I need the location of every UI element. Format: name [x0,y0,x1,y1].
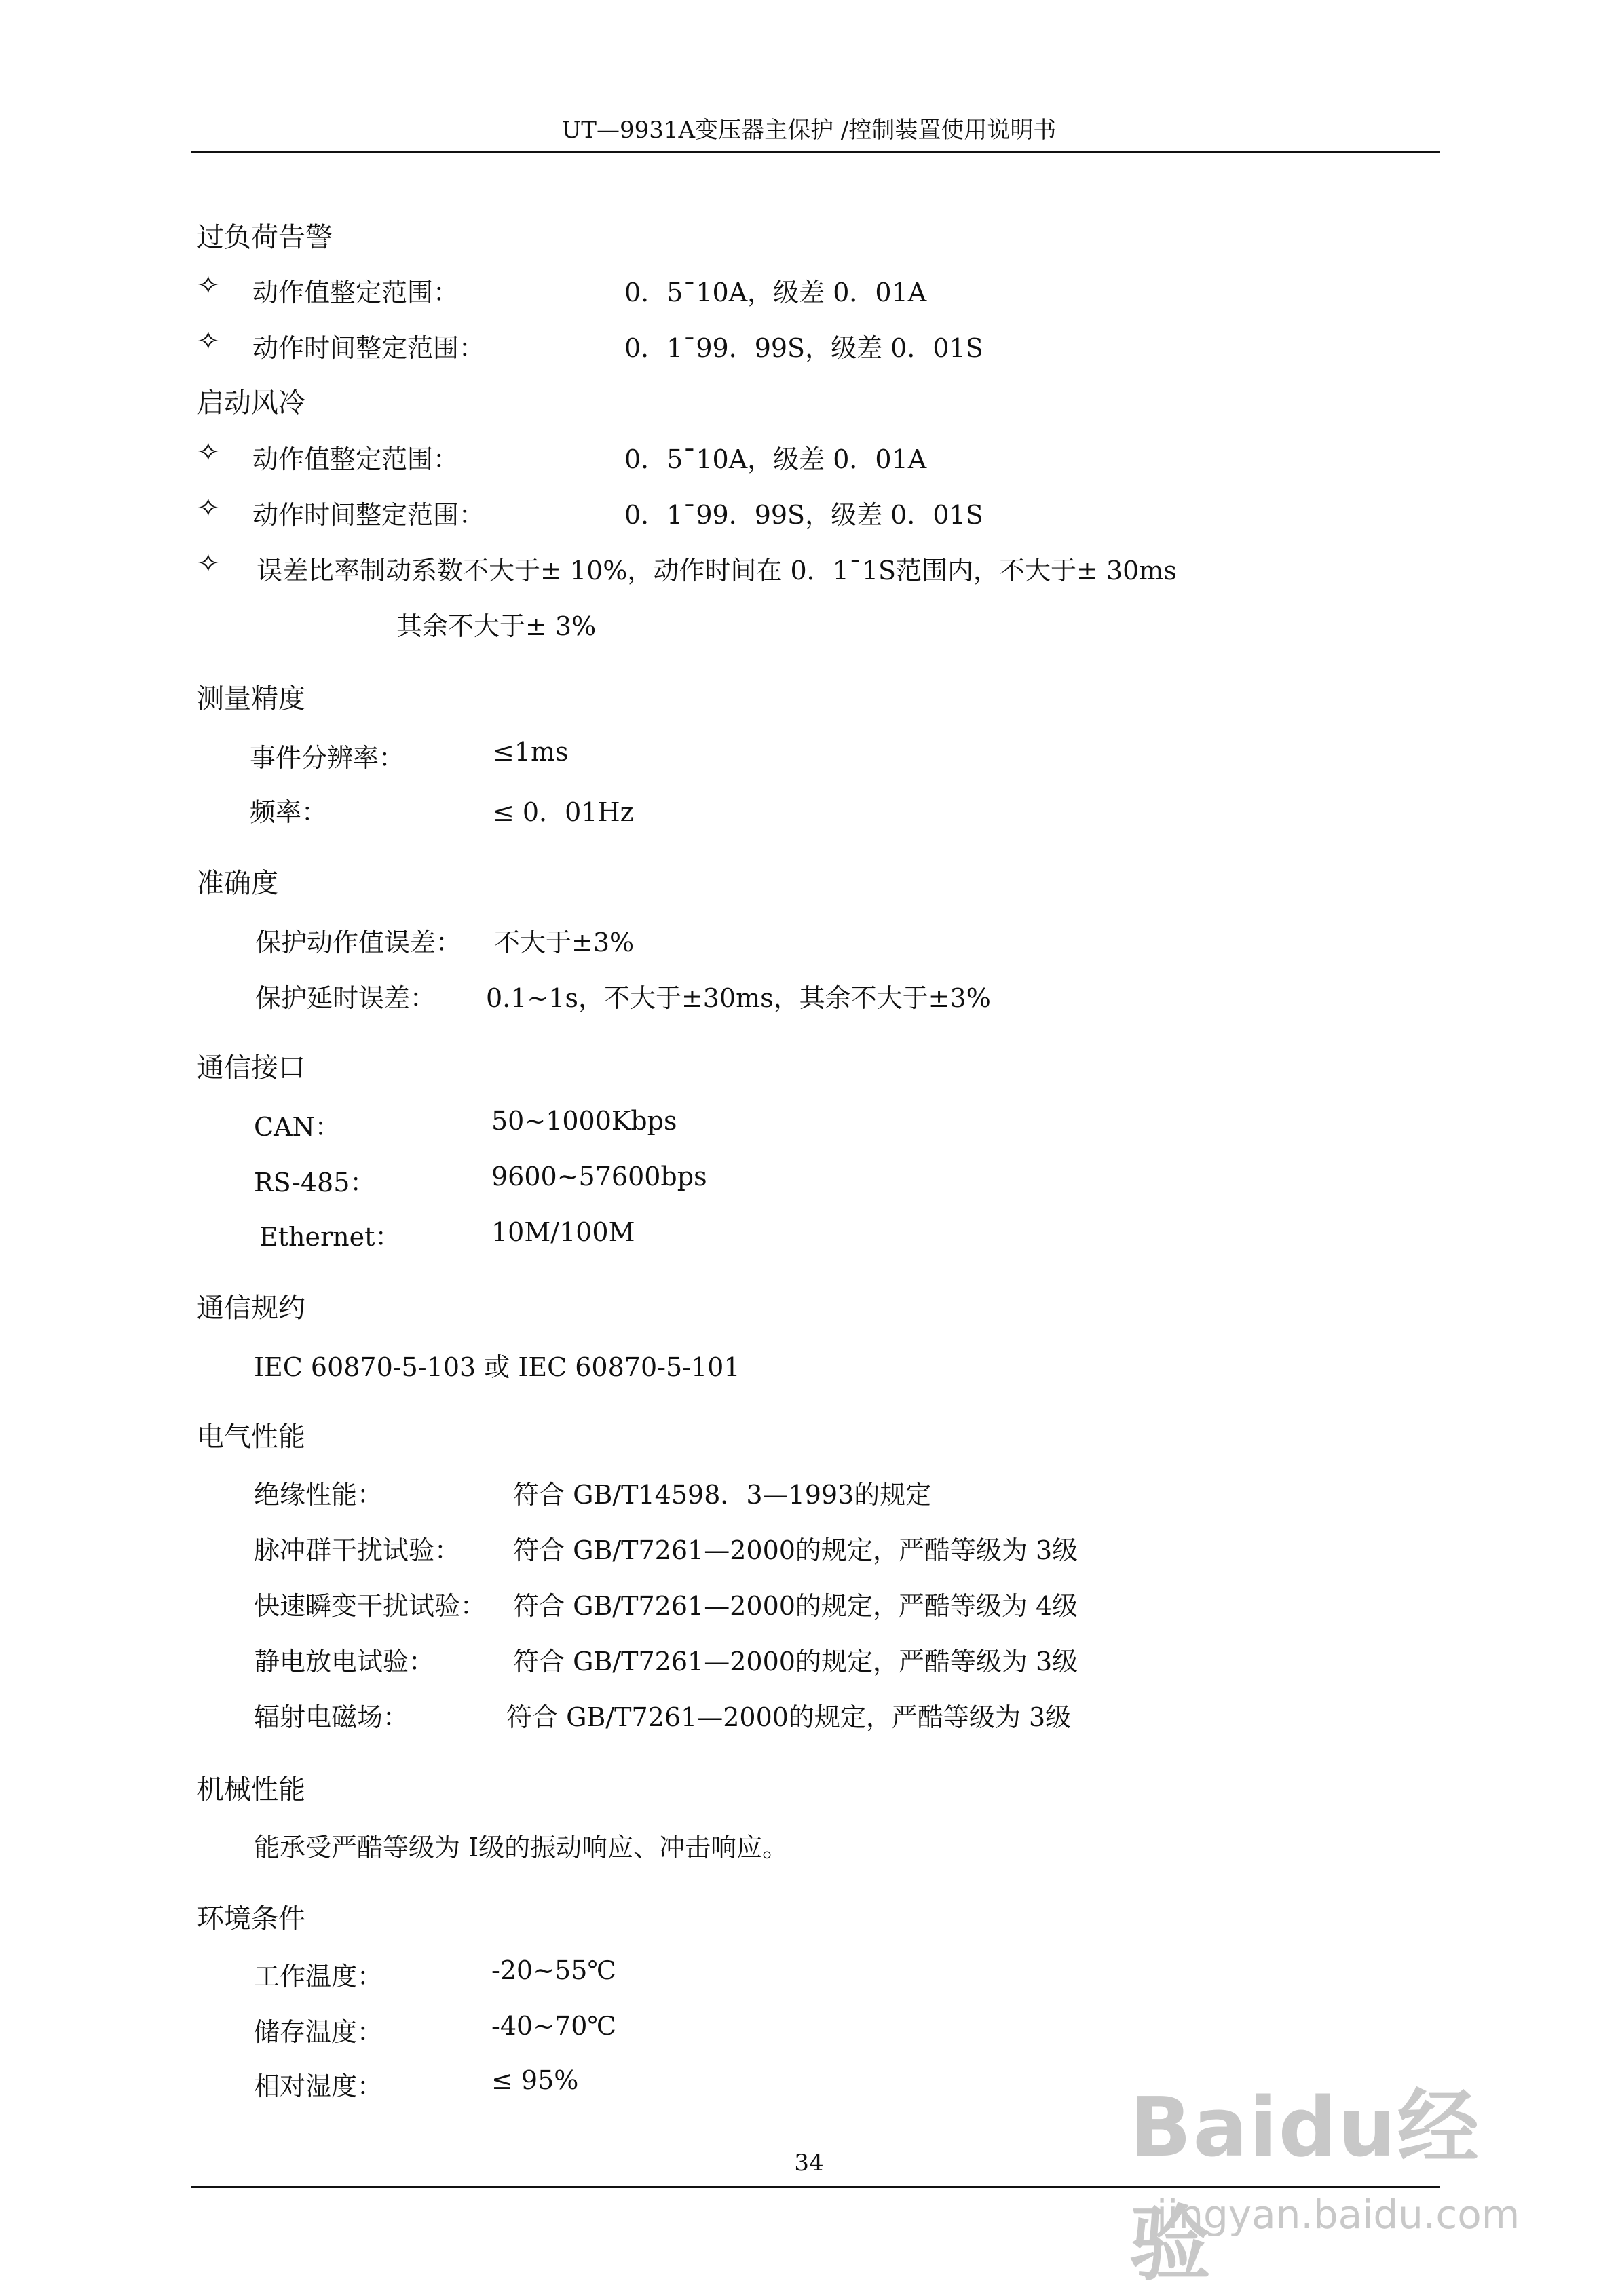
section-title-electrical: 电气性能 [197,1421,305,1453]
row-label: 事件分辨率： [250,743,405,773]
protocol-text: IEC 60870-5-103 或 IEC 60870-5-101 [254,1352,740,1382]
row-value: 0．1¯99．99S，级差 0．01S [624,500,983,530]
row-value: 9600~57600bps [491,1162,707,1191]
row-label: RS-485： [254,1168,376,1198]
row-value: 不大于±3% [494,927,635,957]
section-title-protocol: 通信规约 [197,1293,305,1324]
row-value: 符合 GB/T7261—2000的规定，严酷等级为 3级 [513,1647,1078,1677]
section-title-measure: 测量精度 [197,683,305,714]
section-title-comm-interface: 通信接口 [197,1052,305,1084]
baidu-logo: Baidu经验 [1129,2081,1480,2292]
row-value: 0．5¯10A，级差 0．01A [624,444,927,474]
row-value: 符合 GB/T7261—2000的规定，严酷等级为 4级 [513,1591,1078,1621]
row-label: 相对湿度： [254,2071,383,2101]
page-header-title: UT—9931A变压器主保护 /控制装置使用说明书 [561,117,1057,144]
error-note-line1: 误差比率制动系数不大于± 10%，动作时间在 0．1¯1S范围内，不大于± 30ms [257,556,1177,586]
row-value: ≤ 0．01Hz [493,797,634,827]
bullet-icon: ✧ [197,493,220,524]
row-label: 静电放电试验： [254,1647,435,1677]
row-value: 符合 GB/T14598．3—1993的规定 [513,1480,932,1510]
row-label: 辐射电磁场： [254,1702,409,1732]
error-note-line2: 其余不大于± 3% [396,611,597,641]
mechanical-text: 能承受严酷等级为 I级的振动响应、冲击响应。 [254,1833,789,1862]
row-label: 快速瞬变干扰试验： [254,1591,487,1621]
row-value: -20~55℃ [491,1955,616,1985]
row-value: 0.1~1s，不大于±30ms，其余不大于±3% [486,983,991,1013]
row-label: 脉冲群干扰试验： [254,1535,461,1565]
row-label: 动作时间整定范围： [252,333,485,363]
section-title-mechanical: 机械性能 [197,1774,305,1805]
row-label: 储存温度： [254,2017,383,2047]
bullet-icon: ✧ [197,326,220,357]
row-value: -40~70℃ [491,2011,616,2041]
row-label: CAN： [254,1112,341,1142]
section-title-accuracy: 准确度 [197,868,278,899]
row-label: 绝缘性能： [254,1480,383,1510]
row-value: ≤1ms [493,737,569,767]
section-title-environment: 环境条件 [197,1903,305,1934]
row-label: 动作值整定范围： [252,278,459,307]
row-value: 0．1¯99．99S，级差 0．01S [624,333,983,363]
row-value: 10M/100M [491,1217,635,1247]
row-label: 动作值整定范围： [252,444,459,474]
bullet-icon: ✧ [197,437,220,468]
baidu-watermark [1116,2063,1550,2292]
header-rule [191,151,1440,153]
row-label: Ethernet： [259,1222,401,1252]
row-label: 保护动作值误差： [255,927,462,957]
row-label: 保护延时误差： [255,983,436,1013]
bullet-icon: ✧ [197,270,220,301]
watermark-url: jingyan.baidu.com [1156,2192,1520,2238]
page-number: 34 [794,2149,824,2177]
section-title-overload: 过负荷告警 [197,222,333,253]
bullet-icon: ✧ [197,548,220,579]
row-value: 符合 GB/T7261—2000的规定，严酷等级为 3级 [506,1702,1072,1732]
row-label: 频率： [250,797,328,827]
row-value: 符合 GB/T7261—2000的规定，严酷等级为 3级 [513,1535,1078,1565]
section-title-fan: 启动风冷 [197,387,305,419]
row-value: ≤ 95% [491,2065,579,2095]
row-label: 工作温度： [254,1962,383,1991]
row-value: 0．5¯10A，级差 0．01A [624,278,927,307]
row-label: 动作时间整定范围： [252,500,485,530]
row-value: 50~1000Kbps [491,1106,677,1136]
